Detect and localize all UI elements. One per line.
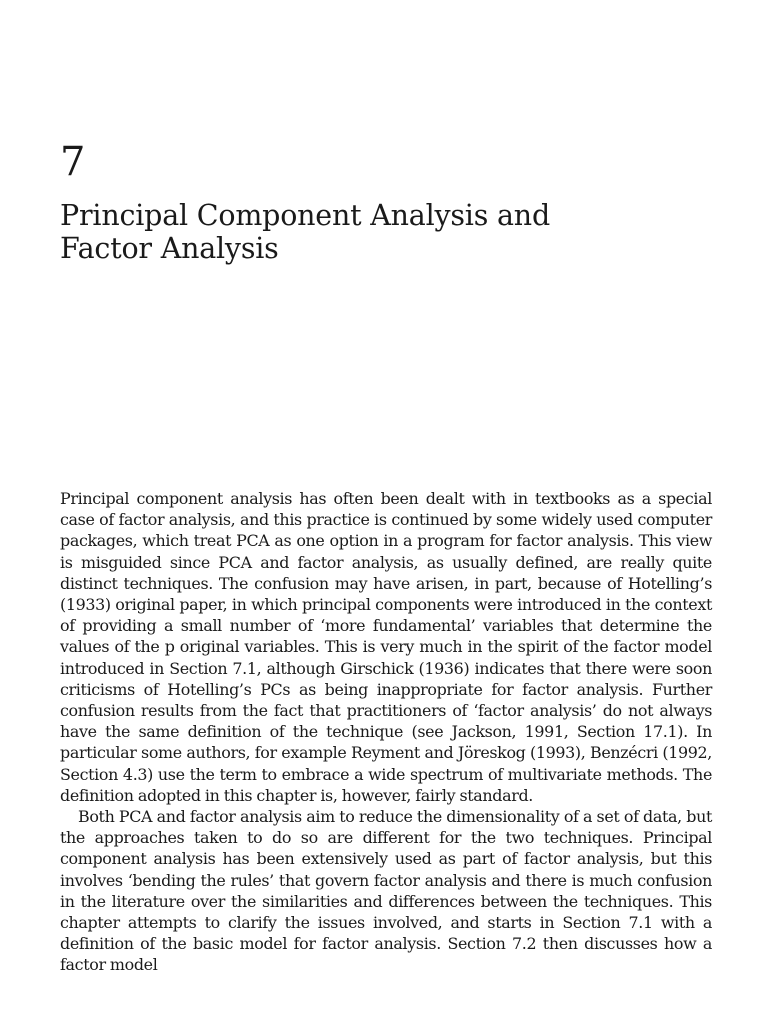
chapter-number: 7: [60, 139, 86, 185]
chapter-title-line-2: Factor Analysis: [60, 232, 279, 265]
chapter-body: [60, 488, 712, 976]
paragraph-1: Principal component analysis has often been dealt with in textbooks as a special case of factor analysis, and this practice is continued by some widely used computer packages, which treat PCA as one option in a program for factor analysis. This view is misguided since PCA and factor analysis, as usually defined, are really quite distinct techniques. The confusion may have arisen, in part, because of Hotelling’s (1933) original paper, in which principal components were introduced in the context of providing a small number of ‘more fundamental’ variables that determine the values of the p original variables. This is very much in the spirit of the factor model introduced in Section 7.1, although Girschick (1936) indicates that there were soon criticisms of Hotelling’s PCs as being inappropriate for factor analysis. Further confusion results from the fact that practitioners of ‘factor analysis’ do not always have the same definition of the technique (see Jackson, 1991, Section 17.1). In particular some authors, for example Reyment and Jöreskog (1993), Benzécri (1992, Section 4.3) use the term to embrace a wide spectrum of multivariate methods. The definition adopted in this chapter is, however, fairly standard.: [60, 489, 712, 805]
chapter-title-line-1: Principal Component Analysis and: [60, 199, 550, 232]
chapter-title: [60, 199, 720, 265]
paragraph-2: Both PCA and factor analysis aim to reduce the dimensionality of a set of data, but the approaches taken to do so are different for the two techniques. Principal component analysis has been extensively used as part of factor analysis, but this involves ‘bending the rules’ that govern factor analysis and there is much confusion in the literature over the similarities and differences between the techniques. This chapter attempts to clarify the issues involved, and starts in Section 7.1 with a definition of the basic model for factor analysis. Section 7.2 then discusses how a factor model: [60, 807, 712, 975]
